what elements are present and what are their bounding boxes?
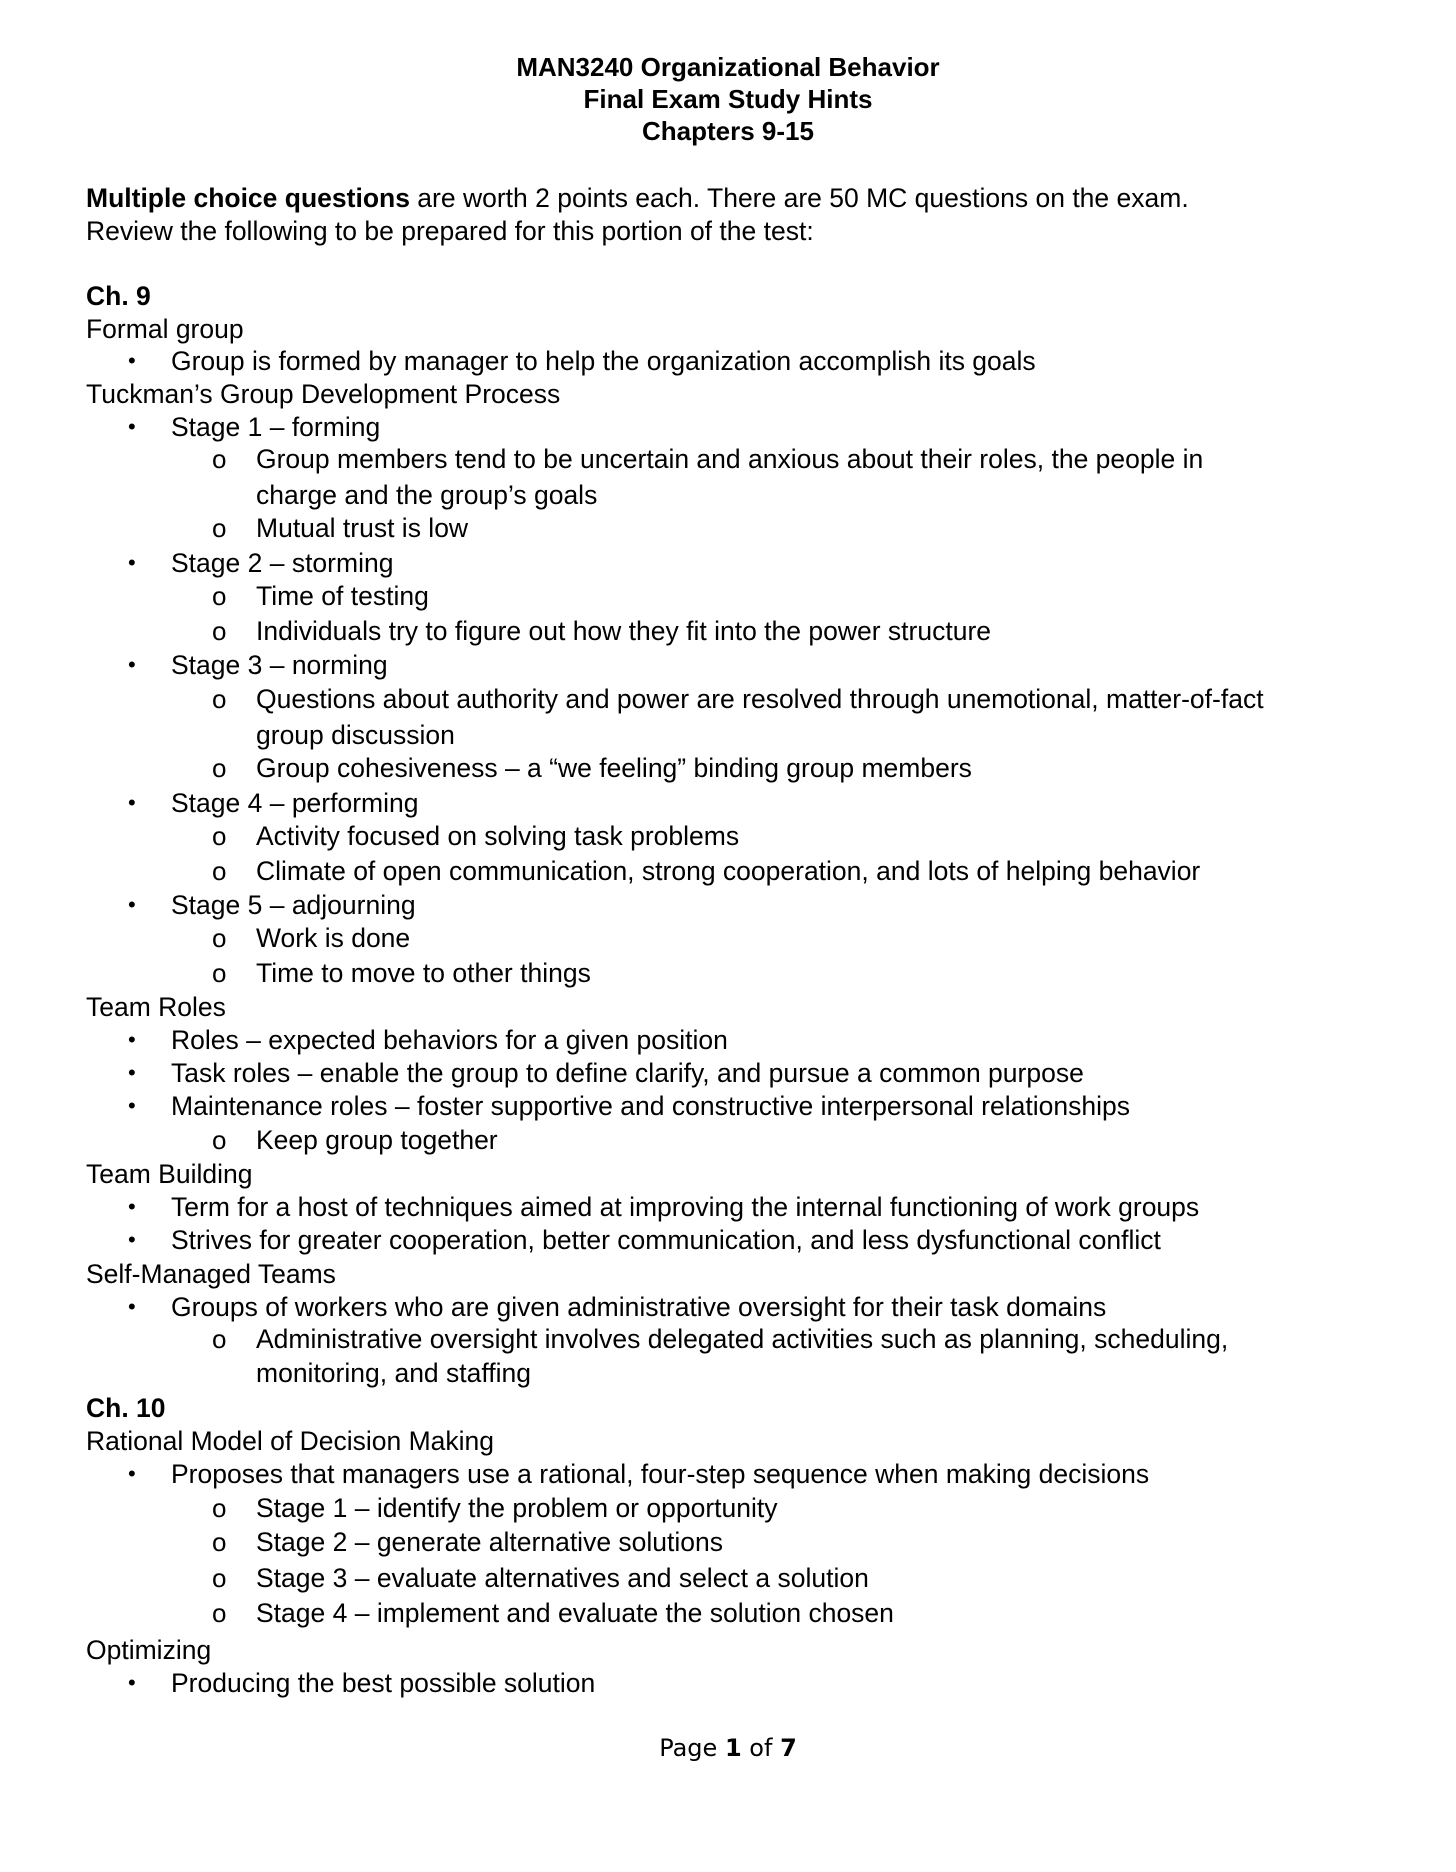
sub-bullet-icon: o <box>212 444 227 474</box>
sub-list-item: Stage 4 – implement and evaluate the solution chosen <box>256 1598 894 1628</box>
list-item: Proposes that managers use a rational, four-step sequence when making decisions <box>171 1459 1150 1489</box>
page-number-footer <box>0 1734 1456 1762</box>
sub-list-item: Stage 1 – identify the problem or opportunity <box>256 1493 778 1523</box>
list-item: Stage 2 – storming <box>171 548 394 578</box>
sub-bullet-icon: o <box>212 1324 227 1354</box>
topic-team-building: Team Building <box>86 1159 253 1189</box>
bullet-icon: • <box>128 1461 136 1486</box>
sub-bullet-icon: o <box>212 513 227 543</box>
topic-rational-model: Rational Model of Decision Making <box>86 1426 495 1456</box>
document-title: Final Exam Study Hints <box>583 84 873 114</box>
topic-tuckman: Tuckman’s Group Development Process <box>86 379 561 409</box>
sub-bullet-icon: o <box>212 958 227 988</box>
bullet-icon: • <box>128 414 136 439</box>
list-item: Stage 3 – norming <box>171 650 388 680</box>
bullet-icon: • <box>128 790 136 815</box>
bullet-icon: • <box>128 1027 136 1052</box>
topic-self-managed-teams: Self-Managed Teams <box>86 1259 336 1289</box>
list-item: Strives for greater cooperation, better communication, and less dysfunctional conflict <box>171 1225 1161 1255</box>
sub-list-item: Questions about authority and power are resolved through unemotional, matter-of-fact <box>256 684 1264 714</box>
intro-bold: Multiple choice questions <box>86 183 410 213</box>
sub-list-item: Time to move to other things <box>256 958 591 988</box>
sub-bullet-icon: o <box>212 1563 227 1593</box>
bullet-icon: • <box>128 1294 136 1319</box>
list-item: Task roles – enable the group to define clarify, and pursue a common purpose <box>171 1058 1084 1088</box>
intro-paragraph <box>86 183 1189 214</box>
bullet-icon: • <box>128 652 136 677</box>
course-title: MAN3240 Organizational Behavior <box>516 52 940 82</box>
sub-list-item: Keep group together <box>256 1125 498 1155</box>
sub-list-item: Climate of open communication, strong cooperation, and lots of helping behavior <box>256 856 1201 886</box>
page-total: 7 <box>780 1734 797 1762</box>
bullet-icon: • <box>128 1093 136 1118</box>
sub-list-item: Individuals try to figure out how they fit into the power structure <box>256 616 992 646</box>
topic-team-roles: Team Roles <box>86 992 226 1022</box>
list-item: Group is formed by manager to help the organization accomplish its goals <box>171 346 1036 376</box>
sub-list-item: Work is done <box>256 923 411 953</box>
sub-bullet-icon: o <box>212 684 227 714</box>
sub-bullet-icon: o <box>212 1598 227 1628</box>
list-item: Stage 1 – forming <box>171 412 381 442</box>
sub-bullet-icon: o <box>212 821 227 851</box>
sub-list-item: Group cohesiveness – a “we feeling” binding group members <box>256 753 972 783</box>
topic-formal-group: Formal group <box>86 314 244 344</box>
list-item: Roles – expected behaviors for a given position <box>171 1025 728 1055</box>
page-label: Page <box>659 1734 718 1762</box>
list-item: Stage 5 – adjourning <box>171 890 416 920</box>
list-item: Stage 4 – performing <box>171 788 419 818</box>
list-item: Maintenance roles – foster supportive and constructive interpersonal relationships <box>171 1091 1130 1121</box>
sub-bullet-icon: o <box>212 753 227 783</box>
intro-line-2: Review the following to be prepared for this portion of the test: <box>86 216 814 246</box>
sub-list-item: Stage 2 – generate alternative solutions <box>256 1527 724 1557</box>
bullet-icon: • <box>128 892 136 917</box>
sub-bullet-icon: o <box>212 923 227 953</box>
bullet-icon: • <box>128 550 136 575</box>
chapters-subtitle: Chapters 9-15 <box>642 116 814 146</box>
sub-list-item: Time of testing <box>256 581 429 611</box>
intro-rest: are worth 2 points each. There are 50 MC questions on the exam. <box>409 183 1189 213</box>
sub-bullet-icon: o <box>212 616 227 646</box>
sub-list-item: Administrative oversight involves delegated activities such as planning, scheduling, <box>256 1324 1229 1354</box>
sub-bullet-icon: o <box>212 581 227 611</box>
list-item: Groups of workers who are given administrative oversight for their task domains <box>171 1292 1107 1322</box>
chapter-9-heading: Ch. 9 <box>86 281 151 311</box>
sub-bullet-icon: o <box>212 1493 227 1523</box>
list-item: Producing the best possible solution <box>171 1668 596 1698</box>
sub-list-item-continued: group discussion <box>256 720 455 750</box>
sub-bullet-icon: o <box>212 856 227 886</box>
bullet-icon: • <box>128 1194 136 1219</box>
of-label: of <box>749 1734 773 1762</box>
sub-bullet-icon: o <box>212 1125 227 1155</box>
page-number: 1 <box>724 1734 742 1762</box>
chapter-10-heading: Ch. 10 <box>86 1393 166 1423</box>
list-item: Term for a host of techniques aimed at improving the internal functioning of work groups <box>171 1192 1200 1222</box>
sub-list-item-continued: monitoring, and staffing <box>256 1358 531 1388</box>
sub-list-item: Stage 3 – evaluate alternatives and select a solution <box>256 1563 869 1593</box>
sub-list-item: Mutual trust is low <box>256 513 469 543</box>
bullet-icon: • <box>128 1060 136 1085</box>
bullet-icon: • <box>128 1227 136 1252</box>
topic-optimizing: Optimizing <box>86 1635 212 1665</box>
sub-list-item: Group members tend to be uncertain and anxious about their roles, the people in <box>256 444 1204 474</box>
sub-list-item-continued: charge and the group’s goals <box>256 480 598 510</box>
sub-bullet-icon: o <box>212 1527 227 1557</box>
bullet-icon: • <box>128 1670 136 1695</box>
bullet-icon: • <box>128 348 136 373</box>
sub-list-item: Activity focused on solving task problems <box>256 821 740 851</box>
